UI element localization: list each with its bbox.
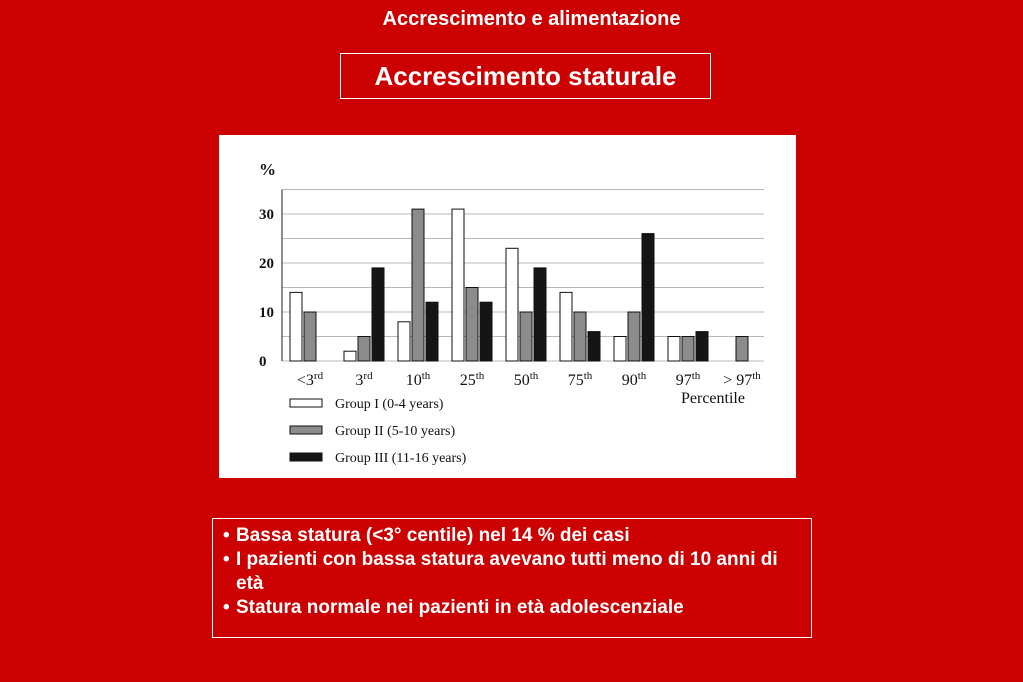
bar <box>642 234 654 361</box>
bullet-icon: • <box>223 549 230 570</box>
bar <box>682 337 694 362</box>
bullet-icon: • <box>223 525 230 546</box>
bar <box>520 312 532 361</box>
x-tick-label: 3rd <box>355 370 373 389</box>
bar <box>304 312 316 361</box>
legend-label: Group III (11-16 years) <box>335 451 467 466</box>
chart-y-axis <box>259 160 282 370</box>
x-tick-label: 25th <box>459 370 485 389</box>
bar <box>466 288 478 362</box>
chart-legend <box>290 397 467 466</box>
bar <box>614 337 626 362</box>
y-axis-label: % <box>259 160 276 179</box>
findings-box <box>212 518 812 638</box>
finding-text: I pazienti con bassa statura avevano tutti meno di 10 anni di età <box>236 549 778 594</box>
legend-swatch <box>290 399 322 407</box>
bar <box>506 248 518 361</box>
finding-item <box>223 524 803 548</box>
y-tick-label: 10 <box>259 305 274 321</box>
bar <box>736 337 748 362</box>
x-tick-label: 75th <box>567 370 593 389</box>
legend-swatch <box>290 426 322 434</box>
bar <box>398 322 410 361</box>
bar <box>588 332 600 361</box>
bullet-icon: • <box>223 597 230 618</box>
finding-text: Statura normale nei pazienti in età adolescenziale <box>236 597 684 618</box>
x-tick-label: 97th <box>675 370 701 389</box>
y-tick-label: 20 <box>259 256 274 272</box>
slide-subtitle: Accrescimento e alimentazione <box>382 8 681 30</box>
legend-swatch <box>290 453 322 461</box>
bar <box>574 312 586 361</box>
bar <box>534 268 546 361</box>
bar <box>560 292 572 361</box>
finding-item <box>223 548 803 596</box>
bar <box>412 209 424 361</box>
finding-item <box>223 596 803 620</box>
chart-panel <box>219 135 796 478</box>
finding-text: Bassa statura (<3° centile) nel 14 % dei casi <box>236 525 630 546</box>
x-axis-label: Percentile <box>681 390 745 407</box>
y-tick-label: 0 <box>259 354 267 370</box>
x-tick-label: > 97th <box>723 370 761 389</box>
bar <box>696 332 708 361</box>
legend-label: Group I (0-4 years) <box>335 397 444 412</box>
bar <box>452 209 464 361</box>
chart-bars <box>290 209 748 361</box>
y-tick-label: 30 <box>259 207 274 223</box>
bar <box>344 351 356 361</box>
x-tick-label: 50th <box>513 370 539 389</box>
x-tick-label: 10th <box>405 370 431 389</box>
bar <box>358 337 370 362</box>
bar <box>668 337 680 362</box>
percentile-bar-chart <box>219 135 796 478</box>
slide-title <box>340 53 711 99</box>
x-tick-label: 90th <box>621 370 647 389</box>
bar <box>628 312 640 361</box>
bar <box>290 292 302 361</box>
bar <box>426 302 438 361</box>
legend-label: Group II (5-10 years) <box>335 424 456 439</box>
slide-title-text: Accrescimento staturale <box>374 60 677 91</box>
bar <box>480 302 492 361</box>
bar <box>372 268 384 361</box>
x-tick-label: <3rd <box>296 370 324 389</box>
